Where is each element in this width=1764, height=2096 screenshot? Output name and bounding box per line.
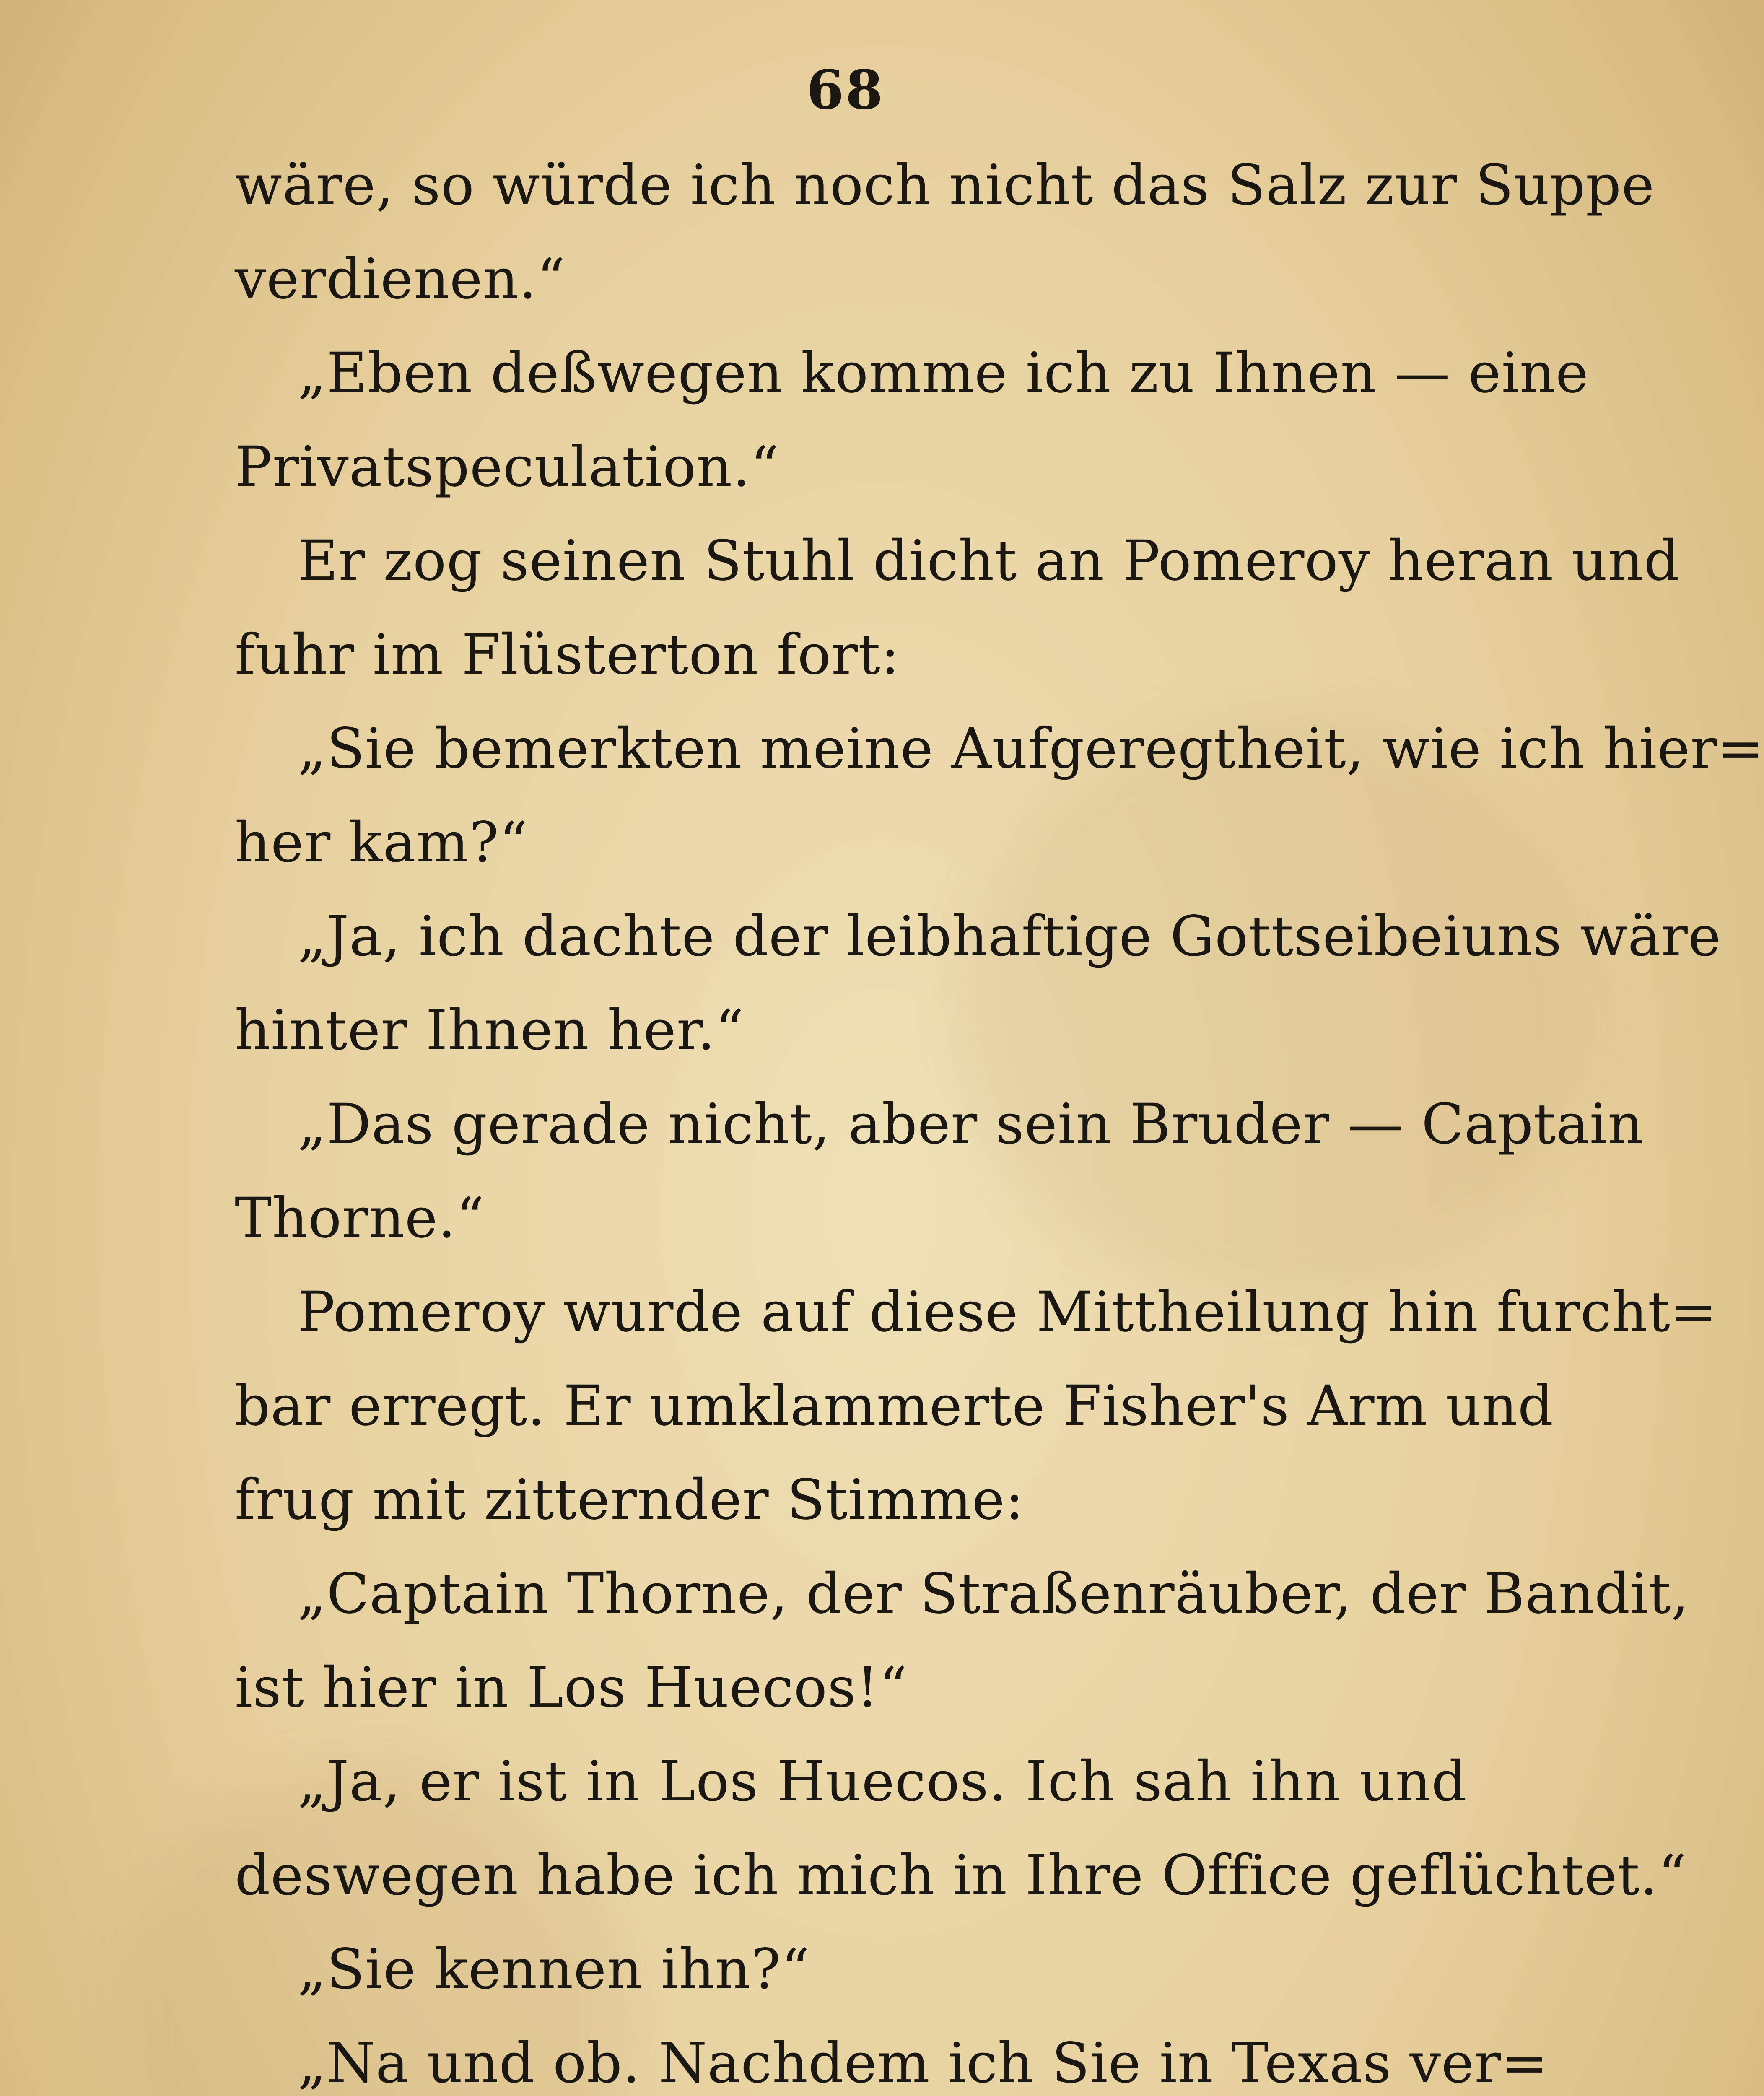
text-line: „Na und ob. Nachdem ich Sie in Texas ver= (298, 2031, 1548, 2096)
text-line: ist hier in Los Huecos!“ (235, 1655, 908, 1720)
text-line: „Sie kennen ihn?“ (298, 1937, 810, 2002)
text-line: deswegen habe ich mich in Ihre Office geflüchtet.“ (235, 1843, 1687, 1908)
text-line: Privatspeculation.“ (235, 435, 779, 499)
text-line: Thorne.“ (235, 1186, 485, 1250)
text-line: frug mit zitternder Stimme: (235, 1468, 1025, 1532)
text-line: „Ja, ich dachte der leibhaftige Gottseibeiuns wäre (298, 904, 1721, 969)
text-line: wäre, so würde ich noch nicht das Salz zur Suppe (235, 153, 1655, 218)
text-line: „Captain Thorne, der Straßenräuber, der Bandit, (298, 1562, 1689, 1626)
text-line: Er zog seinen Stuhl dicht an Pomeroy heran und (298, 529, 1680, 593)
text-line: „Eben deßwegen komme ich zu Ihnen — eine (298, 341, 1589, 405)
text-line: Pomeroy wurde auf diese Mittheilung hin furcht= (298, 1280, 1717, 1344)
text-line: „Das gerade nicht, aber sein Bruder — Captain (298, 1092, 1644, 1157)
body-text (235, 138, 1764, 2096)
text-line: fuhr im Flüsterton fort: (235, 623, 900, 687)
page-number: 68 (806, 59, 885, 122)
text-line: „Sie bemerkten meine Aufgeregtheit, wie ich hier= (298, 716, 1764, 781)
text-line: hinter Ihnen her.“ (235, 998, 744, 1063)
text-line: „Ja, er ist in Los Huecos. Ich sah ihn und (298, 1749, 1467, 1814)
text-line: bar erregt. Er umklammerte Fisher's Arm und (235, 1374, 1554, 1438)
text-line: her kam?“ (235, 810, 528, 875)
text-line: verdienen.“ (235, 247, 566, 311)
